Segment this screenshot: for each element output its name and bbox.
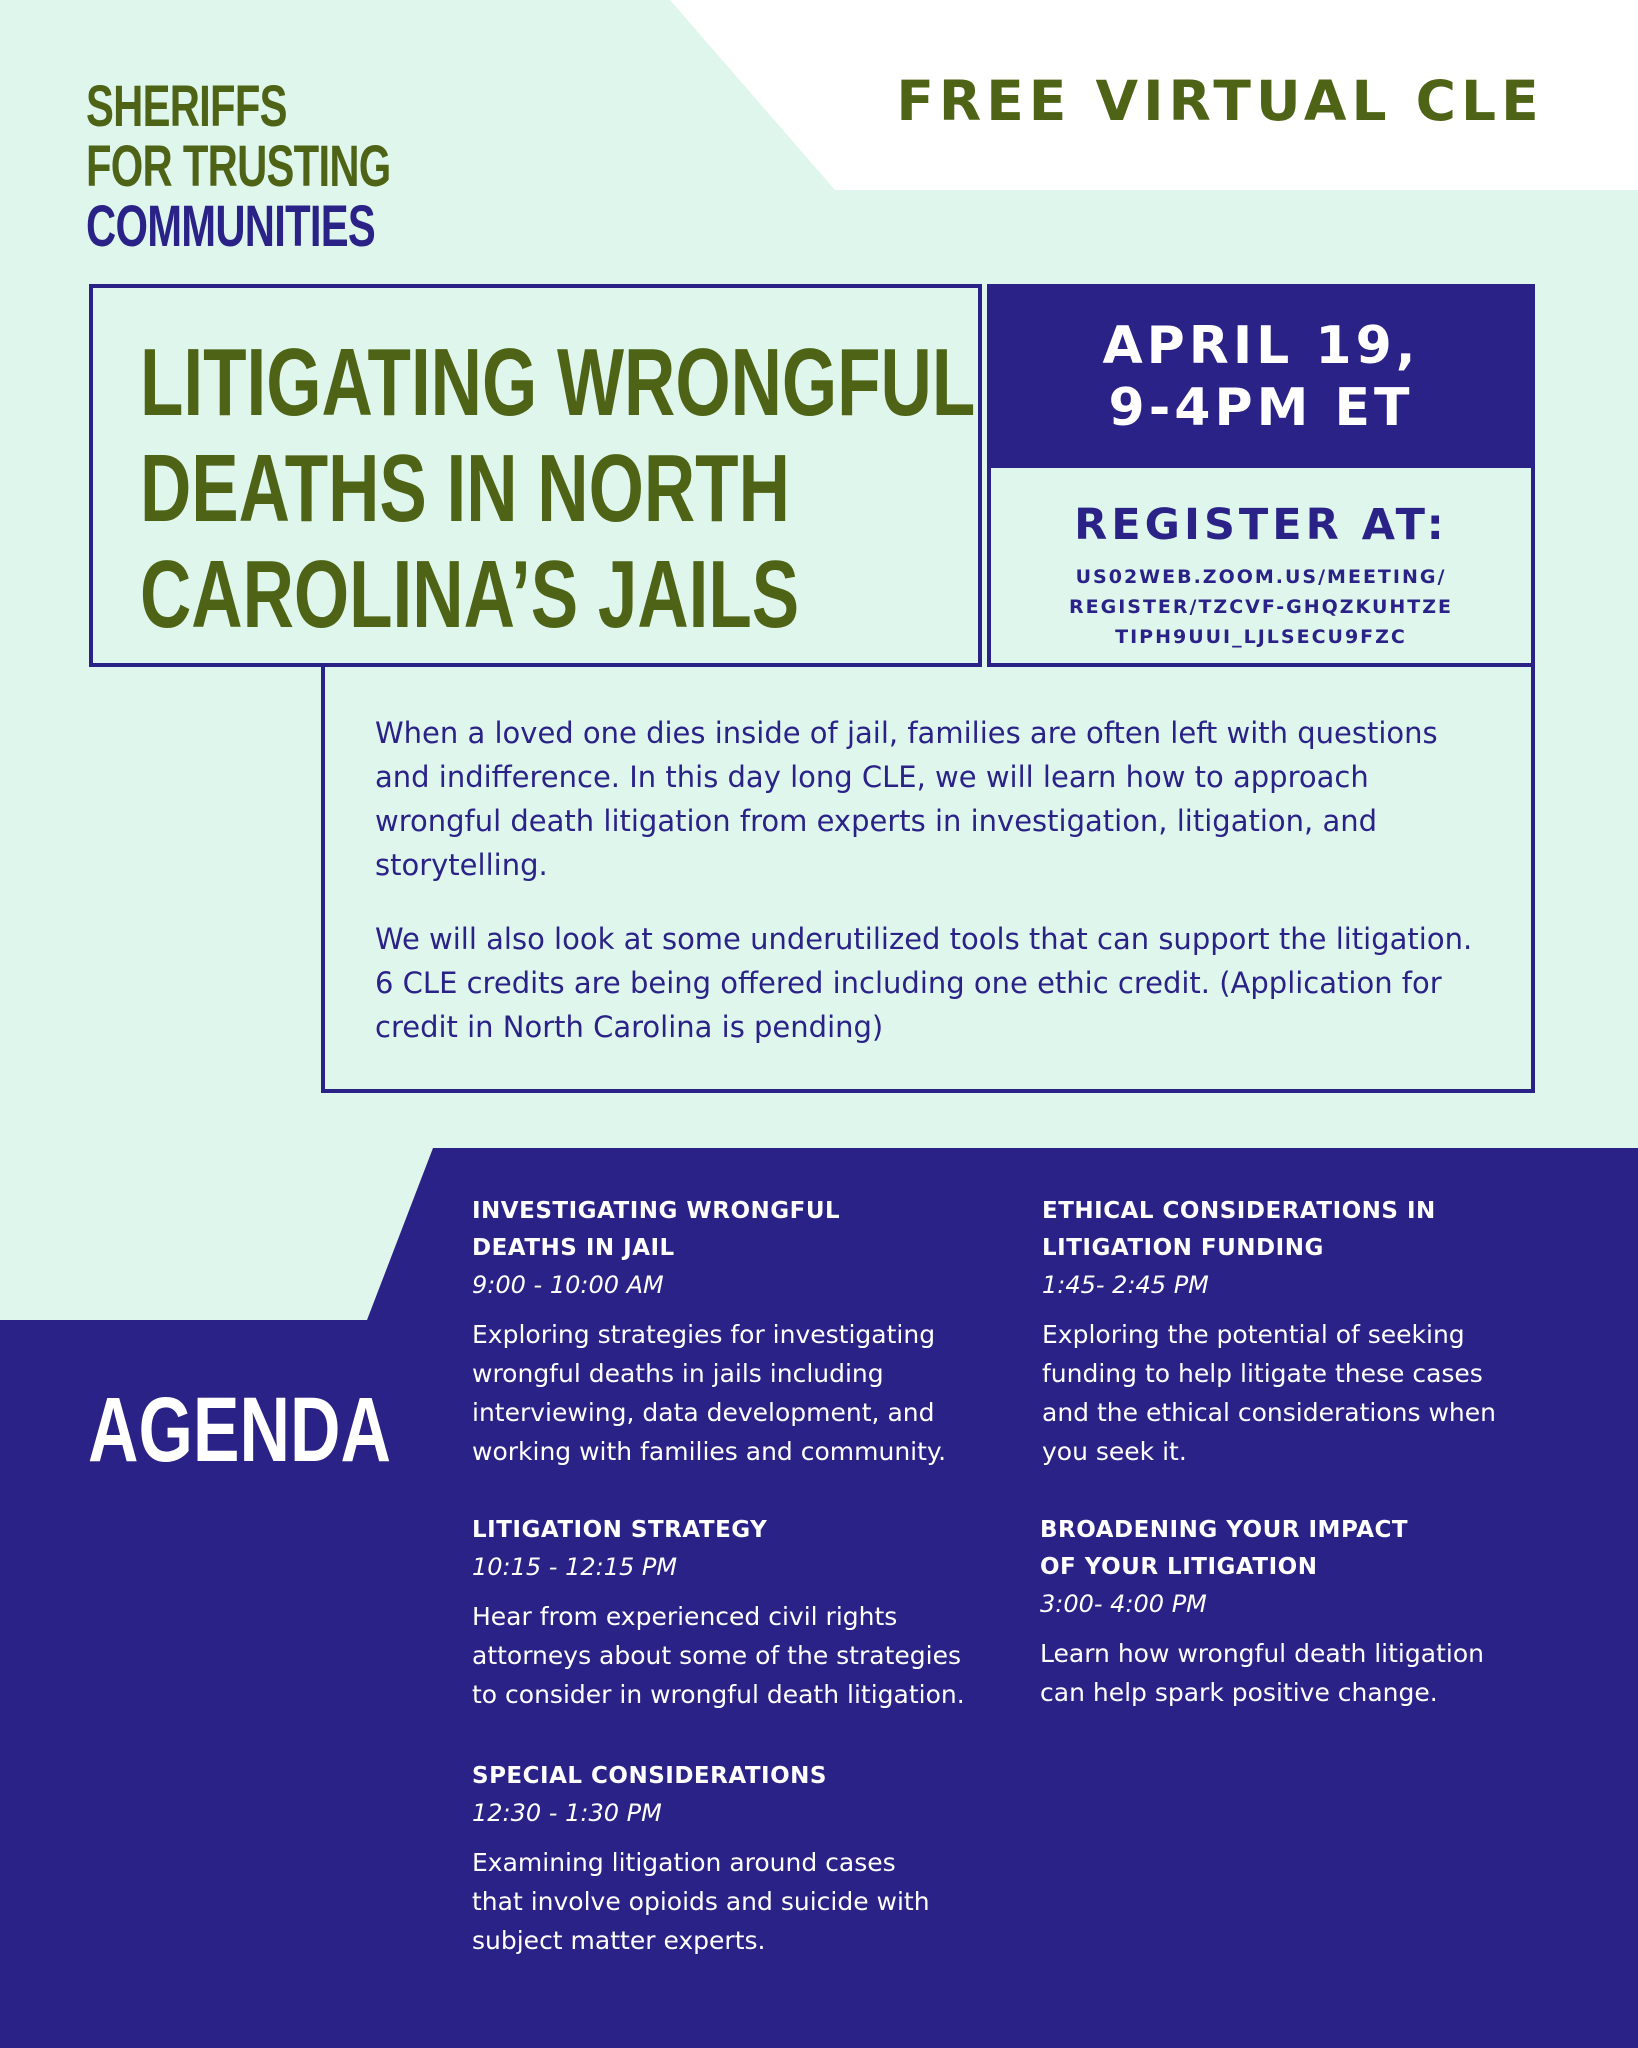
event-title-line: CAROLINA’S JAILS	[140, 541, 800, 648]
session-title	[1042, 1193, 1582, 1267]
session-description-line: Exploring the potential of seeking	[1042, 1320, 1465, 1349]
session-description-line: working with families and community.	[472, 1437, 947, 1466]
agenda-session-litigation-strategy	[472, 1512, 1012, 1714]
session-description-line: can help spark positive change.	[1040, 1678, 1438, 1707]
session-title-line: ETHICAL CONSIDERATIONS IN	[1042, 1198, 1436, 1224]
session-title-line: LITIGATION FUNDING	[1042, 1235, 1324, 1261]
session-description-line: Examining litigation around cases	[472, 1848, 896, 1877]
register-label: REGISTER AT:	[1074, 500, 1448, 550]
session-title	[472, 1758, 1012, 1795]
session-description-line: that involve opioids and suicide with	[472, 1887, 930, 1916]
session-title-line: LITIGATION STRATEGY	[472, 1517, 768, 1543]
event-title-line: LITIGATING WRONGFUL	[140, 329, 976, 436]
session-description-line: and the ethical considerations when	[1042, 1398, 1496, 1427]
session-title-line: BROADENING YOUR IMPACT	[1040, 1517, 1409, 1543]
agenda-session-special-considerations	[472, 1758, 1012, 1960]
session-title	[472, 1193, 1012, 1267]
description-paragraph: We will also look at some underutilized tools that can support the litigation. 6 CLE credits are being offered including one ethic credit. (Application for credit in North Carolina is pending)	[375, 922, 1473, 1044]
agenda-session-broadening-impact	[1040, 1512, 1580, 1712]
event-time: 9-4PM ET	[1108, 378, 1414, 438]
sheriffs-logo	[86, 74, 391, 259]
session-time: 10:15 - 12:15 PM	[472, 1553, 678, 1581]
session-title-line: INVESTIGATING WRONGFUL	[472, 1198, 841, 1224]
event-title	[140, 330, 975, 648]
session-description-line: Hear from experienced civil rights	[472, 1602, 898, 1631]
session-title-line: SPECIAL CONSIDERATIONS	[472, 1763, 827, 1789]
session-description-line: you seek it.	[1042, 1437, 1187, 1466]
session-description-line: funding to help litigate these cases	[1042, 1359, 1483, 1388]
logo-line-2: FOR TRUSTING	[86, 134, 391, 199]
event-date-box	[987, 284, 1535, 464]
session-time: 12:30 - 1:30 PM	[472, 1799, 662, 1827]
session-description	[472, 1597, 1012, 1714]
session-description	[1040, 1634, 1580, 1712]
session-description-line: subject matter experts.	[472, 1926, 766, 1955]
event-title-line: DEATHS IN NORTH	[140, 435, 790, 542]
session-description	[472, 1315, 1012, 1471]
agenda-session-investigating	[472, 1193, 1012, 1471]
agenda-heading: AGENDA	[88, 1379, 392, 1481]
session-title-line: DEATHS IN JAIL	[472, 1235, 675, 1261]
register-url-line: REGISTER/TZCVF-GHQZKUHTZE	[1069, 596, 1453, 618]
session-description	[1042, 1315, 1582, 1471]
session-description-line: interviewing, data development, and	[472, 1398, 935, 1427]
register-url-line: TIPH9UUI_LJLSECU9FZC	[1115, 626, 1407, 648]
register-box	[987, 464, 1535, 667]
description-paragraph: When a loved one dies inside of jail, families are often left with questions and indifference. In this day long CLE, we will learn how to approach wrongful death litigation from experts in investigation, litigation, and storytelling.	[375, 716, 1438, 882]
session-time: 1:45- 2:45 PM	[1042, 1271, 1209, 1299]
logo-line-1: SHERIFFS	[86, 74, 287, 139]
event-date: APRIL 19,	[1102, 316, 1420, 376]
session-description-line: to consider in wrongful death litigation.	[472, 1680, 965, 1709]
session-title-line: OF YOUR LITIGATION	[1040, 1554, 1318, 1580]
session-title	[472, 1512, 1012, 1549]
session-description-line: attorneys about some of the strategies	[472, 1641, 961, 1670]
free-virtual-cle-badge: FREE VIRTUAL CLE	[896, 69, 1544, 133]
session-description-line: Learn how wrongful death litigation	[1040, 1639, 1484, 1668]
session-time: 9:00 - 10:00 AM	[472, 1271, 664, 1299]
register-url-line: US02WEB.ZOOM.US/MEETING/	[1075, 566, 1447, 588]
session-description-line: Exploring strategies for investigating	[472, 1320, 936, 1349]
agenda-session-ethical-considerations	[1042, 1193, 1582, 1471]
session-time: 3:00- 4:00 PM	[1040, 1590, 1207, 1618]
session-description	[472, 1843, 1012, 1960]
session-description-line: wrongful deaths in jails including	[472, 1359, 884, 1388]
register-url[interactable]	[991, 562, 1531, 652]
session-title	[1040, 1512, 1580, 1586]
description-box	[321, 667, 1535, 1093]
logo-line-3: COMMUNITIES	[86, 194, 376, 259]
